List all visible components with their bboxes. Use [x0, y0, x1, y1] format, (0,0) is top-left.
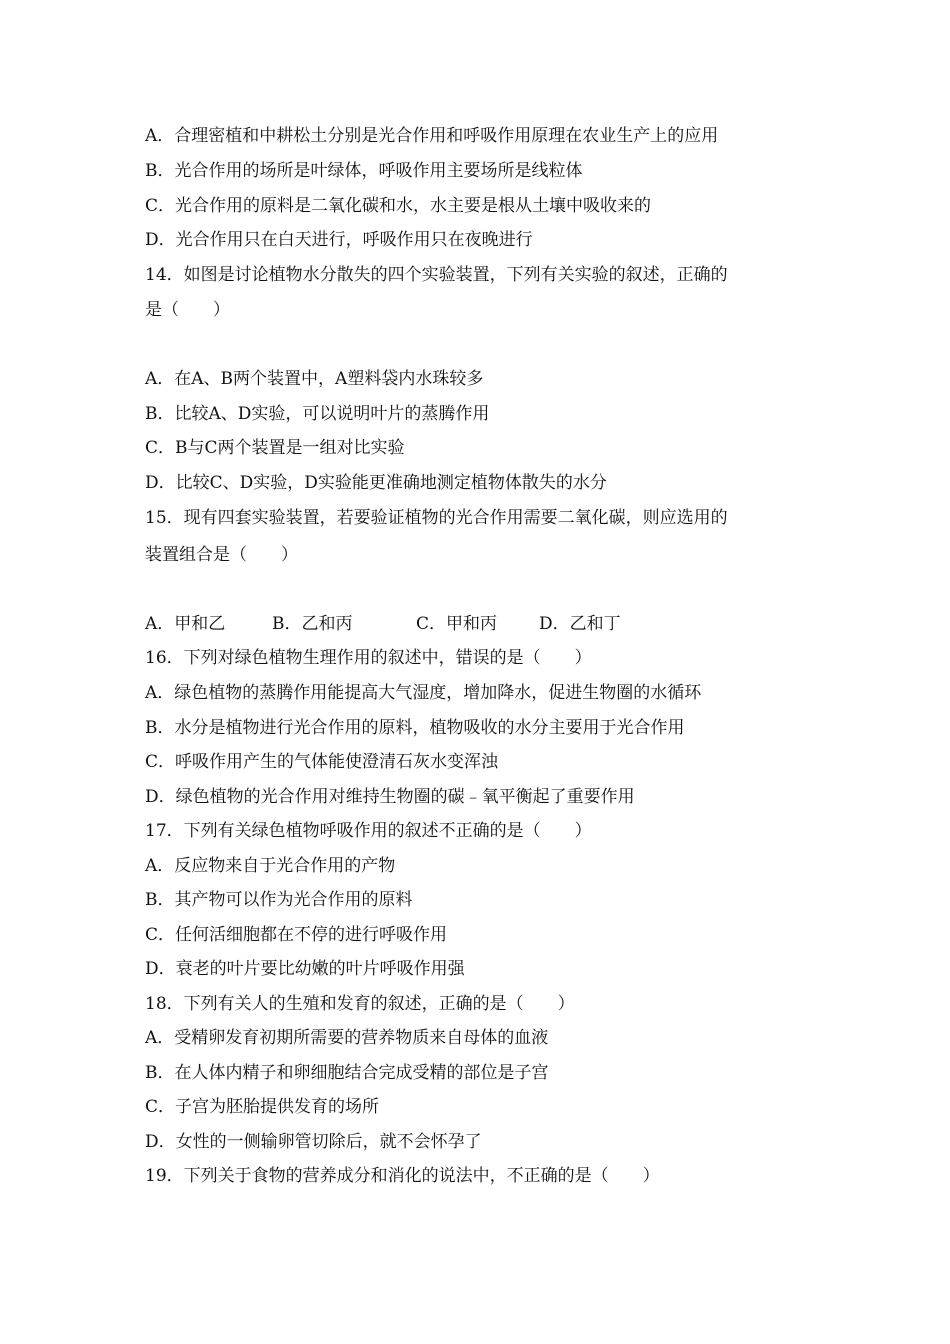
q13-option-d: D．光合作用只在白天进行，呼吸作用只在夜晚进行 — [145, 230, 533, 250]
q14-option-a: A．在A、B两个装置中，A塑料袋内水珠较多 — [145, 369, 484, 389]
q17-option-b: B．其产物可以作为光合作用的原料 — [145, 890, 413, 910]
q15-stem-line-2: 装置组合是（ ） — [145, 545, 298, 565]
q15-option-c: C．甲和丙 — [416, 614, 498, 634]
q14-option-c: C．B与C两个装置是一组对比实验 — [145, 438, 405, 458]
q17-option-d: D．衰老的叶片要比幼嫩的叶片呼吸作用强 — [145, 959, 465, 979]
q13-option-c: C．光合作用的原料是二氧化碳和水，水主要是根从土壤中吸收来的 — [145, 196, 652, 216]
q16-option-b: B．水分是植物进行光合作用的原料，植物吸收的水分主要用于光合作用 — [145, 718, 685, 738]
q14-stem-line-2: 是（ ） — [145, 300, 230, 320]
q17-stem: 17．下列有关绿色植物呼吸作用的叙述不正确的是（ ） — [145, 821, 592, 841]
q18-option-c: C．子宫为胚胎提供发育的场所 — [145, 1097, 380, 1117]
q16-option-d: D．绿色植物的光合作用对维持生物圈的碳﹣氧平衡起了重要作用 — [145, 787, 635, 807]
q18-option-b: B．在人体内精子和卵细胞结合完成受精的部位是子宫 — [145, 1063, 549, 1083]
q15-option-d: D．乙和丁 — [539, 614, 621, 634]
q17-option-c: C．任何活细胞都在不停的进行呼吸作用 — [145, 925, 448, 945]
q15-option-a: A．甲和乙 — [145, 614, 226, 634]
q15-stem-line-1: 15．现有四套实验装置，若要验证植物的光合作用需要二氧化碳，则应选用的 — [145, 508, 728, 528]
q14-option-b: B．比较A、D实验，可以说明叶片的蒸腾作用 — [145, 404, 490, 424]
q15-options — [145, 613, 621, 635]
q13-option-b: B．光合作用的场所是叶绿体，呼吸作用主要场所是线粒体 — [145, 161, 583, 181]
q19-stem: 19．下列关于食物的营养成分和消化的说法中，不正确的是（ ） — [145, 1166, 660, 1186]
q18-stem: 18．下列有关人的生殖和发育的叙述，正确的是（ ） — [145, 994, 575, 1014]
q16-stem: 16．下列对绿色植物生理作用的叙述中，错误的是（ ） — [145, 648, 592, 668]
q16-option-a: A．绿色植物的蒸腾作用能提高大气湿度，增加降水，促进生物圈的水循环 — [145, 683, 702, 703]
q13-option-a: A．合理密植和中耕松土分别是光合作用和呼吸作用原理在农业生产上的应用 — [145, 126, 719, 146]
q15-option-b: B．乙和丙 — [272, 614, 353, 634]
q14-option-d: D．比较C、D实验，D实验能更准确地测定植物体散失的水分 — [145, 473, 607, 493]
q18-option-d: D．女性的一侧输卵管切除后，就不会怀孕了 — [145, 1132, 482, 1152]
q17-option-a: A．反应物来自于光合作用的产物 — [145, 856, 396, 876]
q18-option-a: A．受精卵发育初期所需要的营养物质来自母体的血液 — [145, 1028, 549, 1048]
q14-stem-line-1: 14．如图是讨论植物水分散失的四个实验装置，下列有关实验的叙述，正确的 — [145, 265, 728, 285]
q16-option-c: C．呼吸作用产生的气体能使澄清石灰水变浑浊 — [145, 752, 499, 772]
